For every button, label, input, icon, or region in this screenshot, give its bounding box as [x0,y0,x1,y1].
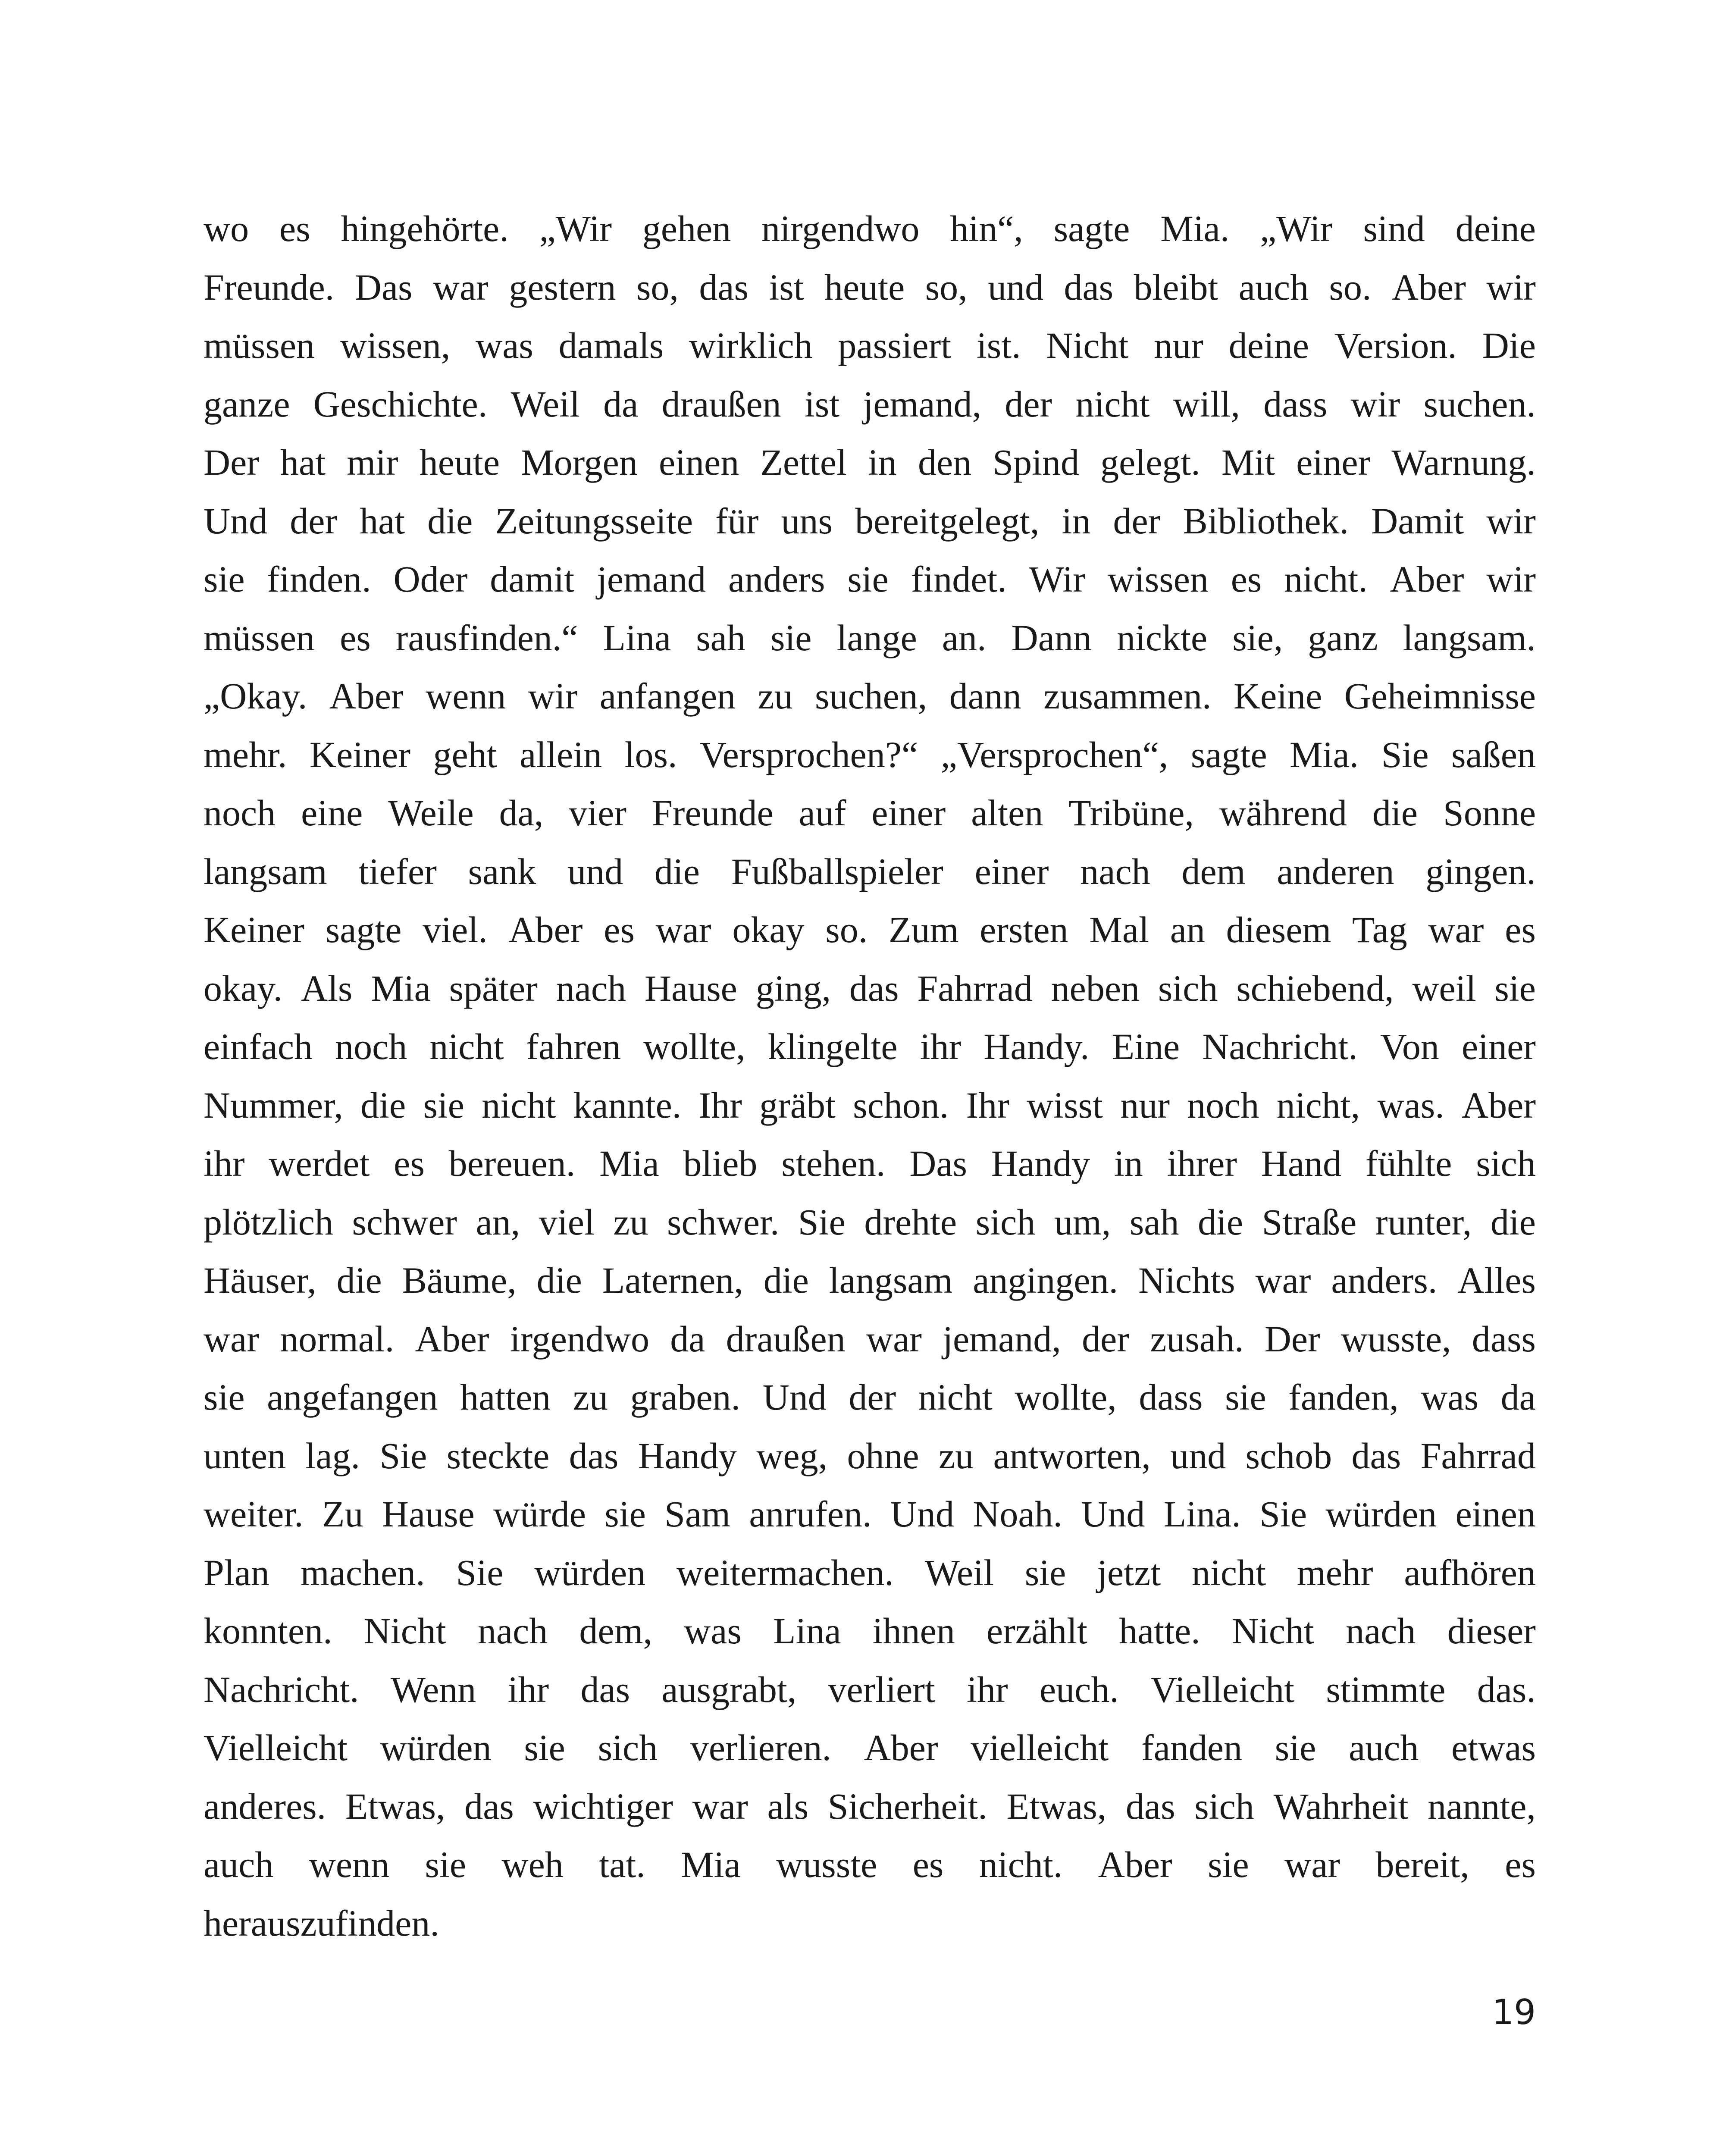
text-line: Und der hat die Zeitungsseite für uns bereitgelegt, in der Bibliothek. Damit wir [204,500,1536,542]
text-line: ihr werdet es bereuen. Mia blieb stehen. Das Handy in ihrer Hand fühlte sich [204,1143,1536,1184]
text-line: Freunde. Das war gestern so, das ist heute so, und das bleibt auch so. Aber wir [204,266,1536,308]
text-line: unten lag. Sie steckte das Handy weg, ohne zu antworten, und schob das Fahrrad [204,1435,1536,1476]
text-line: Häuser, die Bäume, die Laternen, die langsam angingen. Nichts war anders. Alles [204,1260,1536,1301]
text-line: müssen es rausfinden.“ Lina sah sie lange an. Dann nickte sie, ganz langsam. [204,617,1536,658]
text-line: Keiner sagte viel. Aber es war okay so. Zum ersten Mal an diesem Tag war es [204,909,1536,950]
body-text [204,200,1536,1952]
text-line: einfach noch nicht fahren wollte, klingelte ihr Handy. Eine Nachricht. Von einer [204,1026,1536,1067]
text-line: plötzlich schwer an, viel zu schwer. Sie drehte sich um, sah die Straße runter, die [204,1201,1536,1243]
text-line: Der hat mir heute Morgen einen Zettel in den Spind gelegt. Mit einer Warnung. [204,442,1536,483]
text-line: mehr. Keiner geht allein los. Versprochen?“ „Versprochen“, sagte Mia. Sie saßen [204,733,1536,775]
text-line: okay. Als Mia später nach Hause ging, das Fahrrad neben sich schiebend, weil sie [204,967,1536,1009]
text-line: sie finden. Oder damit jemand anders sie findet. Wir wissen es nicht. Aber wir [204,558,1536,600]
text-line: Vielleicht würden sie sich verlieren. Aber vielleicht fanden sie auch etwas [204,1727,1536,1768]
text-line: konnten. Nicht nach dem, was Lina ihnen erzählt hatte. Nicht nach dieser [204,1610,1536,1651]
text-line: wo es hingehörte. „Wir gehen nirgendwo hin“, sagte Mia. „Wir sind deine [204,208,1536,249]
text-line: Plan machen. Sie würden weitermachen. Weil sie jetzt nicht mehr aufhören [204,1551,1536,1593]
text-line: war normal. Aber irgendwo da draußen war jemand, der zusah. Der wusste, dass [204,1318,1536,1360]
text-line: herauszufinden. [204,1902,439,1944]
text-line: „Okay. Aber wenn wir anfangen zu suchen, dann zusammen. Keine Geheimnisse [204,675,1536,717]
page-number: 19 [1492,1992,1536,2032]
text-line: langsam tiefer sank und die Fußballspieler einer nach dem anderen gingen. [204,850,1536,892]
text-line: Nummer, die sie nicht kannte. Ihr gräbt schon. Ihr wisst nur noch nicht, was. Aber [204,1084,1536,1126]
text-line: noch eine Weile da, vier Freunde auf einer alten Tribüne, während die Sonne [204,792,1536,834]
text-line: anderes. Etwas, das wichtiger war als Sicherheit. Etwas, das sich Wahrheit nannte, [204,1785,1536,1827]
text-line: Nachricht. Wenn ihr das ausgrabt, verliert ihr euch. Vielleicht stimmte das. [204,1668,1536,1710]
text-line: müssen wissen, was damals wirklich passiert ist. Nicht nur deine Version. Die [204,325,1536,366]
text-line: sie angefangen hatten zu graben. Und der nicht wollte, dass sie fanden, was da [204,1376,1536,1418]
text-line: ganze Geschichte. Weil da draußen ist jemand, der nicht will, dass wir suchen. [204,383,1536,425]
text-line: auch wenn sie weh tat. Mia wusste es nicht. Aber sie war bereit, es [204,1844,1536,1885]
text-line: weiter. Zu Hause würde sie Sam anrufen. Und Noah. Und Lina. Sie würden einen [204,1493,1536,1535]
